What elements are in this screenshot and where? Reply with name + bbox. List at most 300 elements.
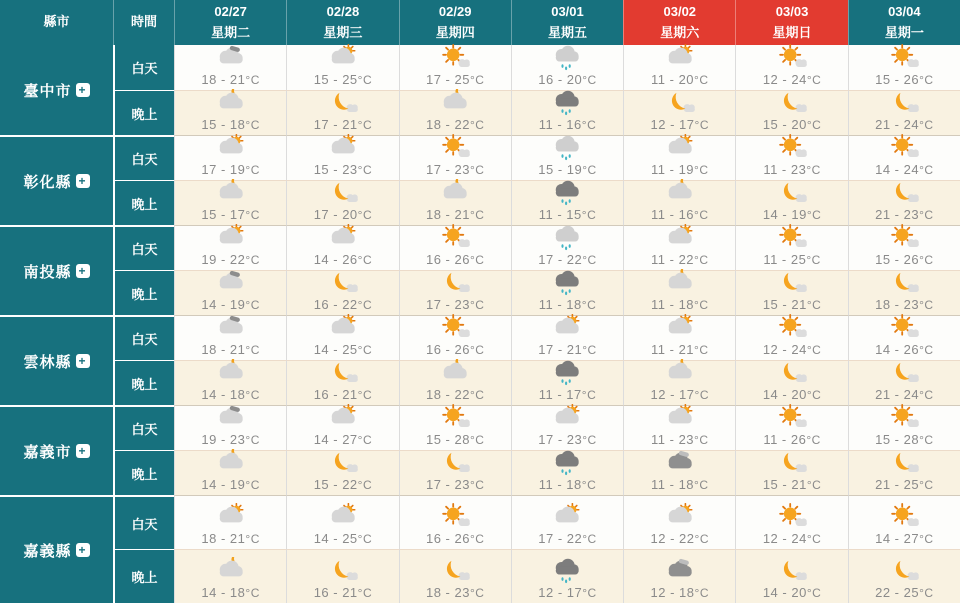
partly-sunny-icon <box>211 224 251 251</box>
temperature-range: 12 - 24°C <box>762 72 822 87</box>
temperature-range: 18 - 21°C <box>201 531 260 546</box>
row-label-text: 白天 <box>131 422 158 437</box>
weather-cell <box>174 180 286 225</box>
units-label: °C <box>694 208 709 222</box>
units-label: °C <box>469 118 485 132</box>
weather-cell <box>848 549 960 603</box>
partly-sunny-icon <box>547 503 587 530</box>
county-name: 雲林縣 <box>23 353 72 371</box>
units-label: °C <box>357 163 373 177</box>
temperature-range: 12 - 17°C <box>650 387 709 402</box>
temperature-range: 18 - 22°C <box>425 117 485 132</box>
weather-cell <box>286 45 398 90</box>
county-cell-1[interactable] <box>0 135 113 225</box>
day-row-label <box>113 45 174 90</box>
night-rain-icon <box>547 269 587 296</box>
weather-cell <box>735 225 847 270</box>
units-label: °C <box>469 478 485 492</box>
weather-cell <box>286 549 398 603</box>
night-row-label <box>113 360 174 405</box>
county-cell-4[interactable] <box>0 405 113 495</box>
weather-cell <box>174 450 286 495</box>
units-label: °C <box>357 478 373 492</box>
temperature-range: 18 - 23°C <box>875 297 934 312</box>
expand-icon[interactable]: + <box>76 83 90 97</box>
cloud-moon-icon <box>435 359 475 386</box>
date-label: 03/04 <box>888 3 921 19</box>
units-label: °C <box>357 73 373 87</box>
weather-cell <box>623 270 735 315</box>
temperature-range: 18 - 21°C <box>201 72 260 87</box>
temperature-range: 15 - 21°C <box>762 477 822 492</box>
units-label: °C <box>919 532 934 546</box>
temperature-range: 21 - 23°C <box>875 207 934 222</box>
weather-cell <box>735 135 847 180</box>
sunny-icon <box>884 134 924 161</box>
units-label: °C <box>469 586 485 600</box>
units-label: °C <box>806 208 822 222</box>
units-label: °C <box>245 298 260 312</box>
moon-icon <box>884 269 924 296</box>
units-label: °C <box>245 73 260 87</box>
units-label: °C <box>582 343 597 357</box>
temperature-range: 18 - 22°C <box>425 387 485 402</box>
sunny-icon <box>435 503 475 530</box>
weather-cell <box>848 180 960 225</box>
moon-icon <box>884 359 924 386</box>
partly-sunny-icon <box>323 44 363 71</box>
units-label: °C <box>581 388 597 402</box>
units-label: °C <box>357 253 373 267</box>
partly-sunny-icon <box>323 314 363 341</box>
partly-sunny-icon <box>211 134 251 161</box>
weather-cell <box>623 549 735 603</box>
moon-icon <box>772 449 812 476</box>
weather-cell <box>286 90 398 135</box>
units-label: °C <box>469 208 485 222</box>
county-name: 彰化縣 <box>23 173 72 191</box>
moon-icon <box>884 89 924 116</box>
night-rain-icon <box>547 179 587 206</box>
temperature-range: 11 - 18°C <box>651 477 709 492</box>
units-label: °C <box>357 298 373 312</box>
night-rain-icon <box>547 89 587 116</box>
weather-cell <box>286 405 398 450</box>
temperature-range: 14 - 26°C <box>313 252 373 267</box>
weather-cell <box>735 405 847 450</box>
weather-cell <box>511 360 623 405</box>
weather-cell <box>511 90 623 135</box>
weather-cell <box>735 315 847 360</box>
units-label: °C <box>245 478 260 492</box>
weather-cell <box>848 225 960 270</box>
weather-cell <box>286 270 398 315</box>
weather-cell <box>848 450 960 495</box>
partly-sunny-icon <box>323 404 363 431</box>
units-label: °C <box>469 298 485 312</box>
expand-icon[interactable]: + <box>76 354 90 368</box>
expand-icon[interactable]: + <box>76 174 90 188</box>
units-label: °C <box>694 118 709 132</box>
weekday-label: 星期二 <box>211 24 251 40</box>
weather-cell <box>623 315 735 360</box>
sunny-icon <box>435 404 475 431</box>
temperature-range: 21 - 24°C <box>875 387 934 402</box>
date-label: 03/02 <box>663 3 697 19</box>
units-label: °C <box>582 253 597 267</box>
temperature-range: 15 - 21°C <box>762 297 822 312</box>
moon-icon <box>323 179 363 206</box>
weather-cell <box>399 315 511 360</box>
weather-cell <box>848 315 960 360</box>
units-label: °C <box>694 586 709 600</box>
temperature-range: 11 - 23°C <box>651 432 709 447</box>
night-row-label <box>113 549 174 603</box>
cloudy-icon <box>211 404 251 431</box>
weather-cell <box>286 225 398 270</box>
units-label: °C <box>357 118 373 132</box>
moon-icon <box>323 449 363 476</box>
weather-cell <box>623 495 735 549</box>
temperature-range: 17 - 21°C <box>313 117 373 132</box>
temperature-range: 21 - 24°C <box>875 117 934 132</box>
weather-cell <box>848 270 960 315</box>
units-label: °C <box>357 388 373 402</box>
units-label: °C <box>581 118 597 132</box>
night-rain-icon <box>547 449 587 476</box>
units-label: °C <box>694 163 709 177</box>
sunny-icon <box>435 314 475 341</box>
temperature-range: 15 - 20°C <box>762 117 822 132</box>
time-column-header <box>113 0 174 45</box>
temperature-range: 11 - 15°C <box>538 207 597 222</box>
units-label: °C <box>469 433 485 447</box>
county-name: 臺中市 <box>23 82 72 100</box>
temperature-range: 18 - 21°C <box>201 342 260 357</box>
row-label-text: 晚上 <box>131 196 158 212</box>
date-label: 02/28 <box>326 3 360 19</box>
moon-icon <box>884 449 924 476</box>
weather-cell <box>623 180 735 225</box>
weather-cell <box>286 450 398 495</box>
county-cell-0[interactable] <box>0 45 113 135</box>
moon-icon <box>772 557 812 584</box>
moon-icon <box>323 269 363 296</box>
weather-cell <box>848 405 960 450</box>
units-label: °C <box>806 163 821 177</box>
units-label: °C <box>694 532 709 546</box>
partly-sunny-icon <box>547 404 587 431</box>
weather-cell <box>511 315 623 360</box>
temperature-range: 11 - 23°C <box>763 162 821 177</box>
units-label: °C <box>245 433 260 447</box>
units-label: °C <box>806 118 822 132</box>
weather-cell <box>286 495 398 549</box>
units-label: °C <box>806 532 822 546</box>
weather-cell <box>399 405 511 450</box>
date-header-03-01 <box>511 0 623 45</box>
date-header-02-27 <box>174 0 286 45</box>
units-label: °C <box>245 388 260 402</box>
sunny-icon <box>884 224 924 251</box>
temperature-range: 12 - 17°C <box>538 585 597 600</box>
partly-sunny-icon <box>547 314 587 341</box>
cloudy-icon <box>211 44 251 71</box>
temperature-range: 14 - 24°C <box>875 162 934 177</box>
partly-sunny-icon <box>323 503 363 530</box>
moon-icon <box>772 269 812 296</box>
weekday-label: 星期五 <box>547 24 587 40</box>
units-label: °C <box>469 343 485 357</box>
weather-cell <box>735 180 847 225</box>
temperature-range: 14 - 19°C <box>762 207 822 222</box>
weather-cell <box>735 270 847 315</box>
temperature-range: 19 - 22°C <box>201 252 260 267</box>
units-label: °C <box>806 433 821 447</box>
night-row-label <box>113 450 174 495</box>
units-label: °C <box>919 208 934 222</box>
sunny-icon <box>772 134 812 161</box>
moon-icon <box>884 179 924 206</box>
weather-cell <box>399 270 511 315</box>
units-label: °C <box>694 253 709 267</box>
temperature-range: 17 - 25°C <box>425 72 485 87</box>
sunny-icon <box>772 503 812 530</box>
county-header-label: 縣市 <box>43 14 70 30</box>
temperature-range: 14 - 27°C <box>313 432 373 447</box>
county-cell-2[interactable] <box>0 225 113 315</box>
moon-icon <box>435 449 475 476</box>
units-label: °C <box>919 118 934 132</box>
weather-cell <box>848 135 960 180</box>
date-header-02-28 <box>286 0 398 45</box>
weather-cell <box>848 360 960 405</box>
units-label: °C <box>919 433 934 447</box>
county-name: 嘉義市 <box>23 443 72 461</box>
weather-cell <box>735 450 847 495</box>
row-label-text: 白天 <box>131 152 158 167</box>
temperature-range: 15 - 19°C <box>538 162 597 177</box>
temperature-range: 17 - 20°C <box>313 207 373 222</box>
weather-cell <box>399 360 511 405</box>
weather-cell <box>623 405 735 450</box>
row-label-text: 晚上 <box>131 286 158 302</box>
sunny-icon <box>772 44 812 71</box>
weather-cell <box>174 360 286 405</box>
units-label: °C <box>919 343 934 357</box>
weather-cell <box>511 135 623 180</box>
weather-cell <box>848 495 960 549</box>
units-label: °C <box>581 208 597 222</box>
partly-sunny-icon <box>660 44 700 71</box>
temperature-range: 11 - 17°C <box>538 387 597 402</box>
temperature-range: 16 - 26°C <box>425 342 485 357</box>
weather-cell <box>511 180 623 225</box>
cloud-moon-icon <box>435 179 475 206</box>
temperature-range: 14 - 27°C <box>875 531 934 546</box>
sunny-icon <box>772 314 812 341</box>
units-label: °C <box>582 163 597 177</box>
night-cloudy-icon <box>660 449 700 476</box>
expand-icon[interactable]: + <box>76 543 90 557</box>
units-label: °C <box>245 343 260 357</box>
temperature-range: 15 - 17°C <box>201 207 260 222</box>
weekday-label: 星期日 <box>772 24 812 40</box>
temperature-range: 16 - 26°C <box>425 531 485 546</box>
units-label: °C <box>469 253 485 267</box>
units-label: °C <box>919 253 934 267</box>
temperature-range: 11 - 22°C <box>651 252 709 267</box>
temperature-range: 17 - 23°C <box>425 297 485 312</box>
temperature-range: 16 - 26°C <box>425 252 485 267</box>
night-row-label <box>113 90 174 135</box>
units-label: °C <box>245 253 260 267</box>
county-cell-3[interactable] <box>0 315 113 405</box>
weather-cell <box>623 360 735 405</box>
rain-icon <box>547 134 587 161</box>
temperature-range: 14 - 20°C <box>762 585 822 600</box>
units-label: °C <box>806 586 822 600</box>
units-label: °C <box>245 586 260 600</box>
temperature-range: 17 - 23°C <box>425 162 485 177</box>
weather-cell <box>174 225 286 270</box>
weather-cell <box>174 45 286 90</box>
expand-icon[interactable]: + <box>76 264 90 278</box>
moon-icon <box>435 557 475 584</box>
row-label-text: 晚上 <box>131 466 158 482</box>
temperature-range: 17 - 22°C <box>538 531 597 546</box>
cloud-moon-icon <box>211 179 251 206</box>
units-label: °C <box>469 73 485 87</box>
weather-cell <box>511 225 623 270</box>
day-row-label <box>113 315 174 360</box>
expand-icon[interactable]: + <box>76 444 90 458</box>
units-label: °C <box>581 298 597 312</box>
partly-sunny-icon <box>323 224 363 251</box>
weather-cell <box>623 90 735 135</box>
weather-cell <box>735 495 847 549</box>
weather-cell <box>174 549 286 603</box>
date-label: 02/29 <box>438 3 472 19</box>
moon-icon <box>884 557 924 584</box>
weather-cell <box>399 180 511 225</box>
date-header-03-04 <box>848 0 960 45</box>
units-label: °C <box>245 532 260 546</box>
temperature-range: 15 - 28°C <box>875 432 934 447</box>
units-label: °C <box>582 433 597 447</box>
moon-icon <box>323 359 363 386</box>
units-label: °C <box>806 298 822 312</box>
partly-sunny-icon <box>323 134 363 161</box>
units-label: °C <box>694 73 709 87</box>
cloud-moon-icon <box>660 359 700 386</box>
weather-cell <box>848 90 960 135</box>
units-label: °C <box>245 208 260 222</box>
partly-sunny-icon <box>660 404 700 431</box>
units-label: °C <box>919 586 934 600</box>
cloudy-icon <box>211 269 251 296</box>
units-label: °C <box>469 388 485 402</box>
day-row-label <box>113 225 174 270</box>
date-header-02-29 <box>399 0 511 45</box>
temperature-range: 17 - 19°C <box>201 162 260 177</box>
moon-icon <box>435 269 475 296</box>
weather-cell <box>399 225 511 270</box>
weather-cell <box>848 45 960 90</box>
row-label-text: 白天 <box>131 242 158 257</box>
weather-cell <box>174 405 286 450</box>
units-label: °C <box>919 388 934 402</box>
cloud-moon-icon <box>211 359 251 386</box>
cloud-moon-icon <box>211 449 251 476</box>
temperature-range: 14 - 26°C <box>875 342 934 357</box>
units-label: °C <box>806 388 822 402</box>
temperature-range: 14 - 20°C <box>762 387 822 402</box>
weather-cell <box>623 45 735 90</box>
sunny-icon <box>435 134 475 161</box>
weekday-label: 星期三 <box>323 24 363 40</box>
units-label: °C <box>357 433 373 447</box>
county-cell-5[interactable] <box>0 495 113 603</box>
row-label-text: 白天 <box>131 61 158 76</box>
partly-sunny-icon <box>660 503 700 530</box>
weather-cell <box>399 549 511 603</box>
weather-cell <box>286 135 398 180</box>
temperature-range: 14 - 25°C <box>313 531 373 546</box>
night-rain-icon <box>547 359 587 386</box>
units-label: °C <box>694 343 709 357</box>
date-header-03-02 <box>623 0 735 45</box>
night-row-label <box>113 270 174 315</box>
partly-sunny-icon <box>660 314 700 341</box>
weather-cell <box>174 90 286 135</box>
cloud-moon-icon <box>211 89 251 116</box>
partly-sunny-icon <box>660 224 700 251</box>
temperature-range: 15 - 23°C <box>313 162 373 177</box>
moon-icon <box>772 179 812 206</box>
temperature-range: 11 - 20°C <box>651 72 709 87</box>
row-label-text: 晚上 <box>131 376 158 392</box>
units-label: °C <box>806 343 822 357</box>
units-label: °C <box>357 208 373 222</box>
partly-sunny-icon <box>211 503 251 530</box>
row-label-text: 晚上 <box>131 106 158 122</box>
time-header-label: 時間 <box>130 14 157 30</box>
day-row-label <box>113 135 174 180</box>
temperature-range: 12 - 18°C <box>650 585 709 600</box>
units-label: °C <box>245 163 260 177</box>
units-label: °C <box>357 532 373 546</box>
temperature-range: 12 - 24°C <box>762 342 822 357</box>
date-label: 03/03 <box>775 3 809 19</box>
weather-cell <box>511 495 623 549</box>
temperature-range: 16 - 21°C <box>313 585 373 600</box>
units-label: °C <box>694 388 709 402</box>
temperature-range: 14 - 18°C <box>201 585 260 600</box>
units-label: °C <box>582 586 597 600</box>
sunny-icon <box>884 503 924 530</box>
moon-icon <box>660 89 700 116</box>
units-label: °C <box>582 532 597 546</box>
temperature-range: 14 - 25°C <box>313 342 373 357</box>
weather-cell <box>174 495 286 549</box>
units-label: °C <box>582 73 597 87</box>
weather-cell <box>511 450 623 495</box>
moon-icon <box>772 89 812 116</box>
sunny-icon <box>435 44 475 71</box>
temperature-range: 21 - 25°C <box>875 477 934 492</box>
sunny-icon <box>884 404 924 431</box>
